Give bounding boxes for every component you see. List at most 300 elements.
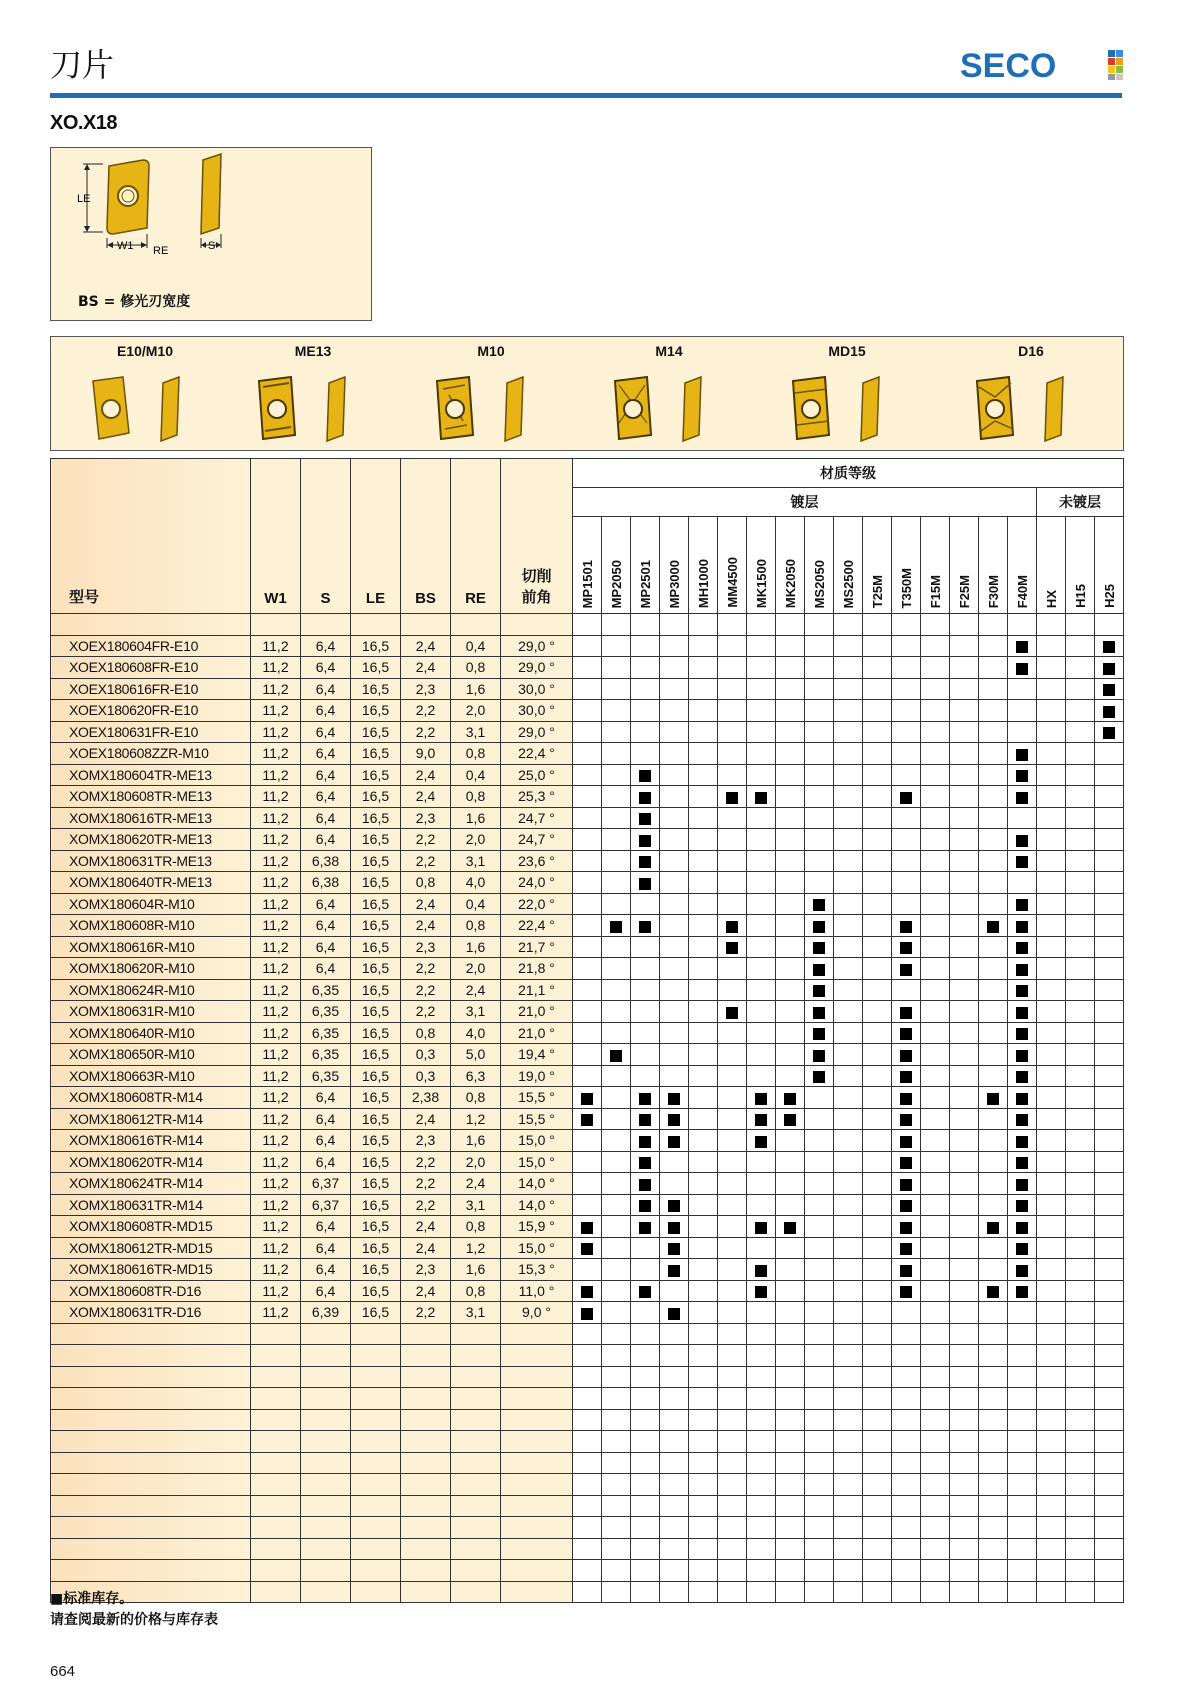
- empty-cell: [660, 1560, 689, 1582]
- stock-cell-mp1501: [573, 1194, 602, 1216]
- stock-cell-mh1000: [689, 893, 718, 915]
- stock-cell-ms2500: [834, 850, 863, 872]
- stock-cell-t350m: [892, 1302, 921, 1324]
- empty-cell: [950, 1409, 979, 1431]
- empty-cell: [718, 1474, 747, 1496]
- empty-cell: [863, 614, 892, 636]
- re-label: RE: [153, 245, 169, 257]
- stock-cell-t25m: [863, 829, 892, 851]
- empty-cell: [921, 1431, 950, 1453]
- stock-cell-h15: [1066, 721, 1095, 743]
- stock-cell-h15: [1066, 786, 1095, 808]
- empty-cell: [805, 1517, 834, 1539]
- stock-cell-ms2050: [805, 850, 834, 872]
- dimension-drawing: [51, 148, 371, 288]
- model-code: XOMX180620TR-M14: [51, 1151, 251, 1173]
- spec-re: 1,6: [451, 936, 501, 958]
- empty-cell: [401, 1495, 451, 1517]
- stock-mark-icon: [813, 1028, 825, 1040]
- empty-cell: [1095, 1495, 1124, 1517]
- spec-bs: 2,38: [401, 1087, 451, 1109]
- stock-cell-mp1501: [573, 850, 602, 872]
- spec-le: 16,5: [351, 1108, 401, 1130]
- spec-rake: 21,8 °: [501, 958, 573, 980]
- stock-cell-mm4500: [718, 1087, 747, 1109]
- stock-mark-icon: [900, 1007, 912, 1019]
- empty-cell: [401, 1409, 451, 1431]
- stock-cell-f25m: [950, 1044, 979, 1066]
- empty-cell: [689, 1366, 718, 1388]
- stock-cell-mh1000: [689, 872, 718, 894]
- stock-mark-icon: [581, 1222, 593, 1234]
- empty-cell: [451, 1474, 501, 1496]
- empty-cell: [979, 1560, 1008, 1582]
- empty-cell: [718, 1581, 747, 1603]
- spec-w1: 11,2: [251, 786, 301, 808]
- empty-cell: [863, 1388, 892, 1410]
- empty-cell: [776, 1495, 805, 1517]
- stock-mark-icon: [726, 921, 738, 933]
- empty-cell: [602, 1323, 631, 1345]
- empty-cell: [892, 1409, 921, 1431]
- stock-cell-f25m: [950, 829, 979, 851]
- stock-mark-icon: [813, 1007, 825, 1019]
- empty-cell: [501, 1431, 573, 1453]
- stock-mark-icon: [1016, 770, 1028, 782]
- stock-cell-f30m: [979, 1259, 1008, 1281]
- stock-cell-mm4500: [718, 700, 747, 722]
- stock-cell-mp1501: [573, 1259, 602, 1281]
- stock-mark-icon: [900, 1093, 912, 1105]
- stock-cell-mp2501: [631, 979, 660, 1001]
- stock-mark-icon: [813, 1050, 825, 1062]
- stock-cell-mp1501: [573, 1280, 602, 1302]
- spec-s: 6,4: [301, 829, 351, 851]
- spec-rake: 15,5 °: [501, 1087, 573, 1109]
- spec-s: 6,4: [301, 786, 351, 808]
- stock-mark-icon: [639, 1157, 651, 1169]
- empty-cell: [602, 1431, 631, 1453]
- stock-cell-mk1500: [747, 1302, 776, 1324]
- spec-bs: 2,3: [401, 1259, 451, 1281]
- stock-cell-f30m: [979, 764, 1008, 786]
- spec-bs: 2,4: [401, 657, 451, 679]
- stock-cell-f15m: [921, 850, 950, 872]
- stock-cell-mp3000: [660, 829, 689, 851]
- stock-mark-icon: [1016, 964, 1028, 976]
- stock-cell-h25: [1095, 786, 1124, 808]
- stock-cell-mh1000: [689, 1044, 718, 1066]
- stock-cell-ms2050: [805, 979, 834, 1001]
- spec-rake: 14,0 °: [501, 1194, 573, 1216]
- stock-cell-f15m: [921, 1044, 950, 1066]
- spec-rake: 25,3 °: [501, 786, 573, 808]
- footnote-price: 请查阅最新的价格与库存表: [50, 1612, 218, 1628]
- stock-cell-ms2500: [834, 829, 863, 851]
- empty-cell: [1008, 1517, 1037, 1539]
- stock-cell-mp2501: [631, 1237, 660, 1259]
- stock-cell-mh1000: [689, 1022, 718, 1044]
- stock-cell-h15: [1066, 1108, 1095, 1130]
- spec-re: 2,4: [451, 979, 501, 1001]
- empty-cell: [776, 1323, 805, 1345]
- empty-cell: [979, 1581, 1008, 1603]
- empty-cell: [602, 1409, 631, 1431]
- empty-cell: [1008, 1409, 1037, 1431]
- stock-cell-h15: [1066, 678, 1095, 700]
- stock-cell-f25m: [950, 743, 979, 765]
- empty-cell: [747, 1345, 776, 1367]
- stock-cell-mh1000: [689, 1237, 718, 1259]
- model-code: XOMX180616R-M10: [51, 936, 251, 958]
- stock-cell-mp2501: [631, 1151, 660, 1173]
- spec-re: 5,0: [451, 1044, 501, 1066]
- stock-cell-mp2050: [602, 1065, 631, 1087]
- spec-rake: 19,0 °: [501, 1065, 573, 1087]
- stock-cell-ms2050: [805, 936, 834, 958]
- stock-cell-f30m: [979, 1108, 1008, 1130]
- stock-cell-mp2501: [631, 893, 660, 915]
- empty-cell: [921, 1323, 950, 1345]
- spec-w1: 11,2: [251, 1065, 301, 1087]
- header-bs: BS: [401, 459, 451, 614]
- stock-cell-mh1000: [689, 1130, 718, 1152]
- spec-rake: 19,4 °: [501, 1044, 573, 1066]
- empty-cell: [301, 1495, 351, 1517]
- stock-cell-mp3000: [660, 1280, 689, 1302]
- spec-w1: 11,2: [251, 915, 301, 937]
- empty-cell: [631, 1452, 660, 1474]
- header-uncoated-group: 未镀层: [1037, 488, 1124, 517]
- stock-mark-icon: [1016, 1222, 1028, 1234]
- stock-cell-mp3000: [660, 721, 689, 743]
- spec-re: 0,8: [451, 786, 501, 808]
- stock-cell-mp2501: [631, 700, 660, 722]
- stock-cell-ms2050: [805, 678, 834, 700]
- spec-rake: 25,0 °: [501, 764, 573, 786]
- stock-cell-f15m: [921, 1173, 950, 1195]
- stock-cell-t350m: [892, 958, 921, 980]
- stock-mark-icon: [1016, 749, 1028, 761]
- spec-s: 6,4: [301, 1108, 351, 1130]
- stock-mark-icon: [639, 1200, 651, 1212]
- stock-cell-ms2050: [805, 872, 834, 894]
- stock-cell-h15: [1066, 893, 1095, 915]
- empty-cell: [689, 1409, 718, 1431]
- stock-cell-ms2500: [834, 1259, 863, 1281]
- stock-mark-icon: [1016, 663, 1028, 675]
- stock-cell-hx: [1037, 657, 1066, 679]
- empty-cell: [863, 1495, 892, 1517]
- model-code: XOMX180612TR-MD15: [51, 1237, 251, 1259]
- stock-cell-ms2500: [834, 1216, 863, 1238]
- empty-cell: [979, 1345, 1008, 1367]
- header-rake-angle: [501, 459, 573, 614]
- stock-cell-t25m: [863, 1237, 892, 1259]
- model-code: XOMX180616TR-ME13: [51, 807, 251, 829]
- empty-cell: [1008, 1538, 1037, 1560]
- stock-cell-ms2050: [805, 1065, 834, 1087]
- stock-cell-mk2050: [776, 807, 805, 829]
- stock-cell-mp1501: [573, 1022, 602, 1044]
- stock-cell-mk1500: [747, 1065, 776, 1087]
- model-code: XOMX180604R-M10: [51, 893, 251, 915]
- stock-cell-ms2050: [805, 764, 834, 786]
- stock-cell-f15m: [921, 721, 950, 743]
- empty-cell: [301, 1323, 351, 1345]
- stock-cell-h25: [1095, 936, 1124, 958]
- table-row: [51, 872, 1124, 894]
- empty-cell: [501, 1517, 573, 1539]
- spec-w1: 11,2: [251, 1087, 301, 1109]
- empty-cell: [921, 614, 950, 636]
- stock-cell-h25: [1095, 1022, 1124, 1044]
- spec-bs: 0,8: [401, 872, 451, 894]
- stock-cell-mh1000: [689, 764, 718, 786]
- stock-cell-mp2050: [602, 1173, 631, 1195]
- stock-cell-mk1500: [747, 1108, 776, 1130]
- table-row: [51, 700, 1124, 722]
- stock-cell-mp3000: [660, 979, 689, 1001]
- table-row: [51, 786, 1124, 808]
- empty-cell: [602, 1474, 631, 1496]
- empty-cell: [950, 1345, 979, 1367]
- stock-cell-mp2501: [631, 936, 660, 958]
- stock-cell-mp2050: [602, 1001, 631, 1023]
- spec-w1: 11,2: [251, 635, 301, 657]
- empty-cell: [834, 1431, 863, 1453]
- stock-mark-icon: [1016, 792, 1028, 804]
- empty-cell: [689, 1388, 718, 1410]
- stock-cell-f15m: [921, 1151, 950, 1173]
- empty-cell: [451, 1409, 501, 1431]
- stock-mark-icon: [1016, 1179, 1028, 1191]
- empty-cell: [251, 1474, 301, 1496]
- empty-cell: [1037, 1452, 1066, 1474]
- stock-cell-mp2501: [631, 786, 660, 808]
- stock-cell-h25: [1095, 958, 1124, 980]
- stock-cell-mm4500: [718, 1216, 747, 1238]
- spec-re: 1,6: [451, 678, 501, 700]
- stock-cell-mp2501: [631, 829, 660, 851]
- stock-mark-icon: [900, 1157, 912, 1169]
- stock-mark-icon: [726, 942, 738, 954]
- stock-cell-mk2050: [776, 1044, 805, 1066]
- stock-cell-ms2500: [834, 678, 863, 700]
- stock-mark-icon: [1103, 663, 1115, 675]
- stock-cell-t350m: [892, 1151, 921, 1173]
- grade-label: H25: [1101, 584, 1117, 608]
- stock-cell-mp2050: [602, 786, 631, 808]
- spec-bs: 2,4: [401, 786, 451, 808]
- page-number: 664: [50, 1663, 76, 1680]
- empty-cell: [631, 1388, 660, 1410]
- empty-cell: [805, 1581, 834, 1603]
- empty-cell: [501, 614, 573, 636]
- spec-s: 6,4: [301, 1087, 351, 1109]
- stock-cell-mm4500: [718, 1194, 747, 1216]
- stock-cell-mp3000: [660, 893, 689, 915]
- empty-cell: [401, 1517, 451, 1539]
- geometry-label-md15: MD15: [828, 343, 866, 359]
- spec-s: 6,4: [301, 807, 351, 829]
- empty-cell: [834, 1581, 863, 1603]
- stock-cell-mh1000: [689, 721, 718, 743]
- stock-cell-mp2501: [631, 872, 660, 894]
- stock-mark-icon: [900, 1286, 912, 1298]
- spec-re: 0,4: [451, 635, 501, 657]
- spec-re: 4,0: [451, 872, 501, 894]
- stock-cell-hx: [1037, 1001, 1066, 1023]
- stock-cell-mk2050: [776, 829, 805, 851]
- stock-cell-t350m: [892, 979, 921, 1001]
- stock-cell-f25m: [950, 786, 979, 808]
- stock-cell-h25: [1095, 1151, 1124, 1173]
- stock-mark-icon: [755, 1286, 767, 1298]
- stock-cell-ms2500: [834, 764, 863, 786]
- stock-cell-mp2501: [631, 1280, 660, 1302]
- stock-cell-ms2050: [805, 1001, 834, 1023]
- stock-cell-mp3000: [660, 1173, 689, 1195]
- stock-cell-mp2050: [602, 1151, 631, 1173]
- empty-cell: [863, 1474, 892, 1496]
- model-code: XOMX180631TR-D16: [51, 1302, 251, 1324]
- stock-mark-icon: [610, 1050, 622, 1062]
- stock-cell-f15m: [921, 1302, 950, 1324]
- stock-cell-mp1501: [573, 936, 602, 958]
- stock-cell-ms2050: [805, 1216, 834, 1238]
- stock-mark-icon: [1016, 1265, 1028, 1277]
- stock-cell-mh1000: [689, 979, 718, 1001]
- spec-bs: 0,3: [401, 1044, 451, 1066]
- stock-mark-icon: [1016, 641, 1028, 653]
- stock-mark-icon: [1016, 1243, 1028, 1255]
- stock-cell-mp2501: [631, 1001, 660, 1023]
- stock-cell-t350m: [892, 915, 921, 937]
- model-code: XOMX180608TR-M14: [51, 1087, 251, 1109]
- stock-cell-f40m: [1008, 1065, 1037, 1087]
- stock-cell-mk1500: [747, 1237, 776, 1259]
- empty-cell: [747, 614, 776, 636]
- empty-cell: [401, 614, 451, 636]
- empty-cell: [301, 1345, 351, 1367]
- stock-cell-h25: [1095, 1302, 1124, 1324]
- header-rake-line2: 前角: [521, 588, 552, 606]
- stock-cell-hx: [1037, 1151, 1066, 1173]
- empty-cell: [631, 1495, 660, 1517]
- stock-cell-mp3000: [660, 743, 689, 765]
- stock-cell-f40m: [1008, 1194, 1037, 1216]
- empty-cell: [921, 1538, 950, 1560]
- empty-cell: [1037, 1366, 1066, 1388]
- stock-cell-mk1500: [747, 850, 776, 872]
- stock-cell-mp3000: [660, 1194, 689, 1216]
- empty-cell: [602, 1560, 631, 1582]
- empty-cell: [776, 1517, 805, 1539]
- empty-cell: [631, 1323, 660, 1345]
- stock-cell-ms2500: [834, 657, 863, 679]
- stock-cell-t25m: [863, 764, 892, 786]
- stock-mark-icon: [813, 942, 825, 954]
- spec-le: 16,5: [351, 1216, 401, 1238]
- stock-cell-mm4500: [718, 1108, 747, 1130]
- stock-cell-ms2050: [805, 1087, 834, 1109]
- spec-s: 6,4: [301, 1237, 351, 1259]
- spec-bs: 2,4: [401, 1237, 451, 1259]
- model-code: XOEX180631FR-E10: [51, 721, 251, 743]
- spec-re: 0,8: [451, 1280, 501, 1302]
- empty-cell: [718, 1366, 747, 1388]
- stock-cell-ms2500: [834, 872, 863, 894]
- stock-cell-h15: [1066, 958, 1095, 980]
- spec-rake: 29,0 °: [501, 635, 573, 657]
- spec-bs: 2,4: [401, 1280, 451, 1302]
- stock-cell-mp2501: [631, 743, 660, 765]
- stock-mark-icon: [639, 770, 651, 782]
- empty-cell: [921, 1345, 950, 1367]
- stock-cell-hx: [1037, 829, 1066, 851]
- table-row: [51, 1302, 1124, 1324]
- stock-cell-f40m: [1008, 678, 1037, 700]
- empty-cell: [660, 1581, 689, 1603]
- stock-cell-hx: [1037, 1237, 1066, 1259]
- empty-cell: [1008, 1431, 1037, 1453]
- w1-label: W1: [117, 240, 134, 252]
- stock-cell-mm4500: [718, 1044, 747, 1066]
- stock-cell-mm4500: [718, 743, 747, 765]
- empty-cell: [351, 1538, 401, 1560]
- spec-s: 6,37: [301, 1173, 351, 1195]
- spec-bs: 2,4: [401, 1108, 451, 1130]
- stock-cell-ms2050: [805, 1130, 834, 1152]
- stock-cell-h25: [1095, 872, 1124, 894]
- stock-cell-f15m: [921, 1001, 950, 1023]
- stock-mark-icon: [1103, 641, 1115, 653]
- empty-cell: [1066, 1495, 1095, 1517]
- model-code: XOMX180650R-M10: [51, 1044, 251, 1066]
- stock-cell-hx: [1037, 1087, 1066, 1109]
- stock-mark-icon: [726, 1007, 738, 1019]
- stock-cell-hx: [1037, 1044, 1066, 1066]
- empty-cell: [689, 1538, 718, 1560]
- stock-cell-mp3000: [660, 678, 689, 700]
- empty-cell: [301, 614, 351, 636]
- stock-cell-f30m: [979, 1216, 1008, 1238]
- stock-cell-t350m: [892, 786, 921, 808]
- empty-cell: [1095, 1366, 1124, 1388]
- stock-mark-icon: [668, 1222, 680, 1234]
- stock-cell-ms2500: [834, 958, 863, 980]
- stock-mark-icon: [900, 1265, 912, 1277]
- stock-cell-h15: [1066, 1001, 1095, 1023]
- empty-cell: [776, 1474, 805, 1496]
- empty-cell: [1066, 1366, 1095, 1388]
- stock-cell-hx: [1037, 635, 1066, 657]
- table-row: [51, 958, 1124, 980]
- section-title: XO.X18: [50, 112, 118, 134]
- empty-cell: [1008, 1560, 1037, 1582]
- empty-cell: [892, 1345, 921, 1367]
- stock-cell-h25: [1095, 1130, 1124, 1152]
- stock-cell-mp1501: [573, 1302, 602, 1324]
- stock-cell-mh1000: [689, 1280, 718, 1302]
- stock-cell-t25m: [863, 807, 892, 829]
- stock-cell-ms2050: [805, 700, 834, 722]
- spec-le: 16,5: [351, 872, 401, 894]
- spec-s: 6,4: [301, 743, 351, 765]
- empty-cell: [301, 1452, 351, 1474]
- stock-cell-f30m: [979, 700, 1008, 722]
